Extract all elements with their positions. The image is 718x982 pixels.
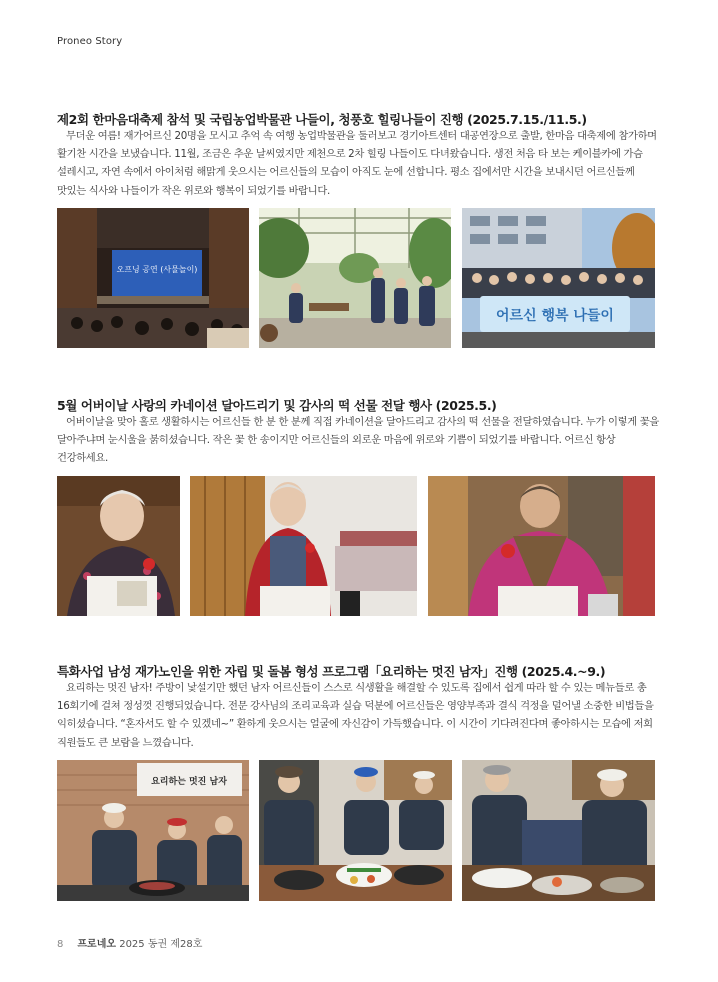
elder-carnation-photo-3 — [428, 476, 655, 616]
cooking-class-photo-2 — [259, 760, 452, 901]
banner-text: 어르신 행복 나들이 — [496, 308, 614, 324]
elder-carnation-photo-1 — [57, 476, 180, 616]
banner-group-photo — [462, 208, 655, 348]
greenhouse-group-photo — [259, 208, 451, 348]
section-title-cooking: 특화사업 남성 재가노인을 위한 자립 및 돌봄 형성 프로그램「요리하는 멋진 남자」진행 (2025.4.~9.) — [57, 664, 606, 679]
section-body-cooking: 요리하는 멋진 남자! 주방이 낯설기만 했던 남자 어르신들이 스스로 식생활을 해결할 수 있도록 집에서 쉽게 따라 할 수 있는 메뉴들로 총 16회기에 걸쳐 정성껏 진행되었습니다. 전문 강사님의 조리교육과 실습 덕분에 어르신들은 영양부족과 결식 걱정을 덜어낼 소중한 비법들을 익히셨습니다. “혼자서도 할 수 있겠네~” 환하게 웃으시는 얼굴에 자신감이 가득했습니다. 이 시간이 기다려진다며 좋아하시는 모습에 저희 직원들도 큰 보람을 느꼈습니다. — [57, 682, 654, 749]
magazine-issue: 2025 동권 제28호 — [119, 939, 203, 950]
page-number: 8 — [57, 939, 64, 950]
cooking-class-photo-1 — [57, 760, 249, 901]
magazine-name: 프로네오 — [77, 939, 117, 950]
section-title-festival: 제2회 한마음대축제 참석 및 국립농업박물관 나들이, 청풍호 힐링나들이 진행 (2025.7.15./11.5.) — [57, 112, 587, 127]
page-footer — [57, 935, 202, 950]
stage-screen-text: 오프닝 공연 (사물놀이) — [116, 265, 198, 274]
cooking-banner-text: 요리하는 멋진 남자 — [151, 777, 227, 787]
cooking-class-photo-3 — [462, 760, 655, 901]
section-title-parents-day: 5월 어버이날 사랑의 카네이션 달아드리기 및 감사의 떡 선물 전달 행사 (2025.5.) — [57, 398, 497, 413]
magazine-info — [77, 935, 202, 950]
running-header: Proneo Story — [57, 36, 123, 47]
concert-hall-photo — [57, 208, 249, 348]
section-body-festival: 무더운 여름! 재가어르신 20명을 모시고 추억 속 여행 농업박물관을 둘러보고 경기아트센터 대공연장으로 출발, 한마음 대축제에 참가하며 활기찬 시간을 보냈습니다. 11월, 조금은 추운 날씨였지만 제천으로 2차 힐링 나들이도 다녀왔습니다. 생전 처음 타 보는 케이블카에 가슴 설레시고, 자연 속에서 아이처럼 해맑게 웃으시는 어르신들의 모습이 아직도 눈에 선합니다. 평소 집에서만 시간을 보내시던 어르신들께 맛있는 식사와 나들이가 작은 위로와 행복이 되었기를 바랍니다. — [57, 130, 657, 197]
elder-carnation-photo-2 — [190, 476, 417, 616]
section-body-parents-day: 어버이날을 맞아 홀로 생활하시는 어르신들 한 분 한 분께 직접 카네이션을 달아드리고 감사의 떡 선물을 전달하였습니다. 누가 이렇게 꽃을 달아주냐며 눈시울을 붉히셨습니다. 작은 꽃 한 송이지만 어르신들의 외로운 마음에 위로와 기쁨이 되었기를 바랍니다. 어르신 항상 건강하세요. — [57, 416, 659, 465]
